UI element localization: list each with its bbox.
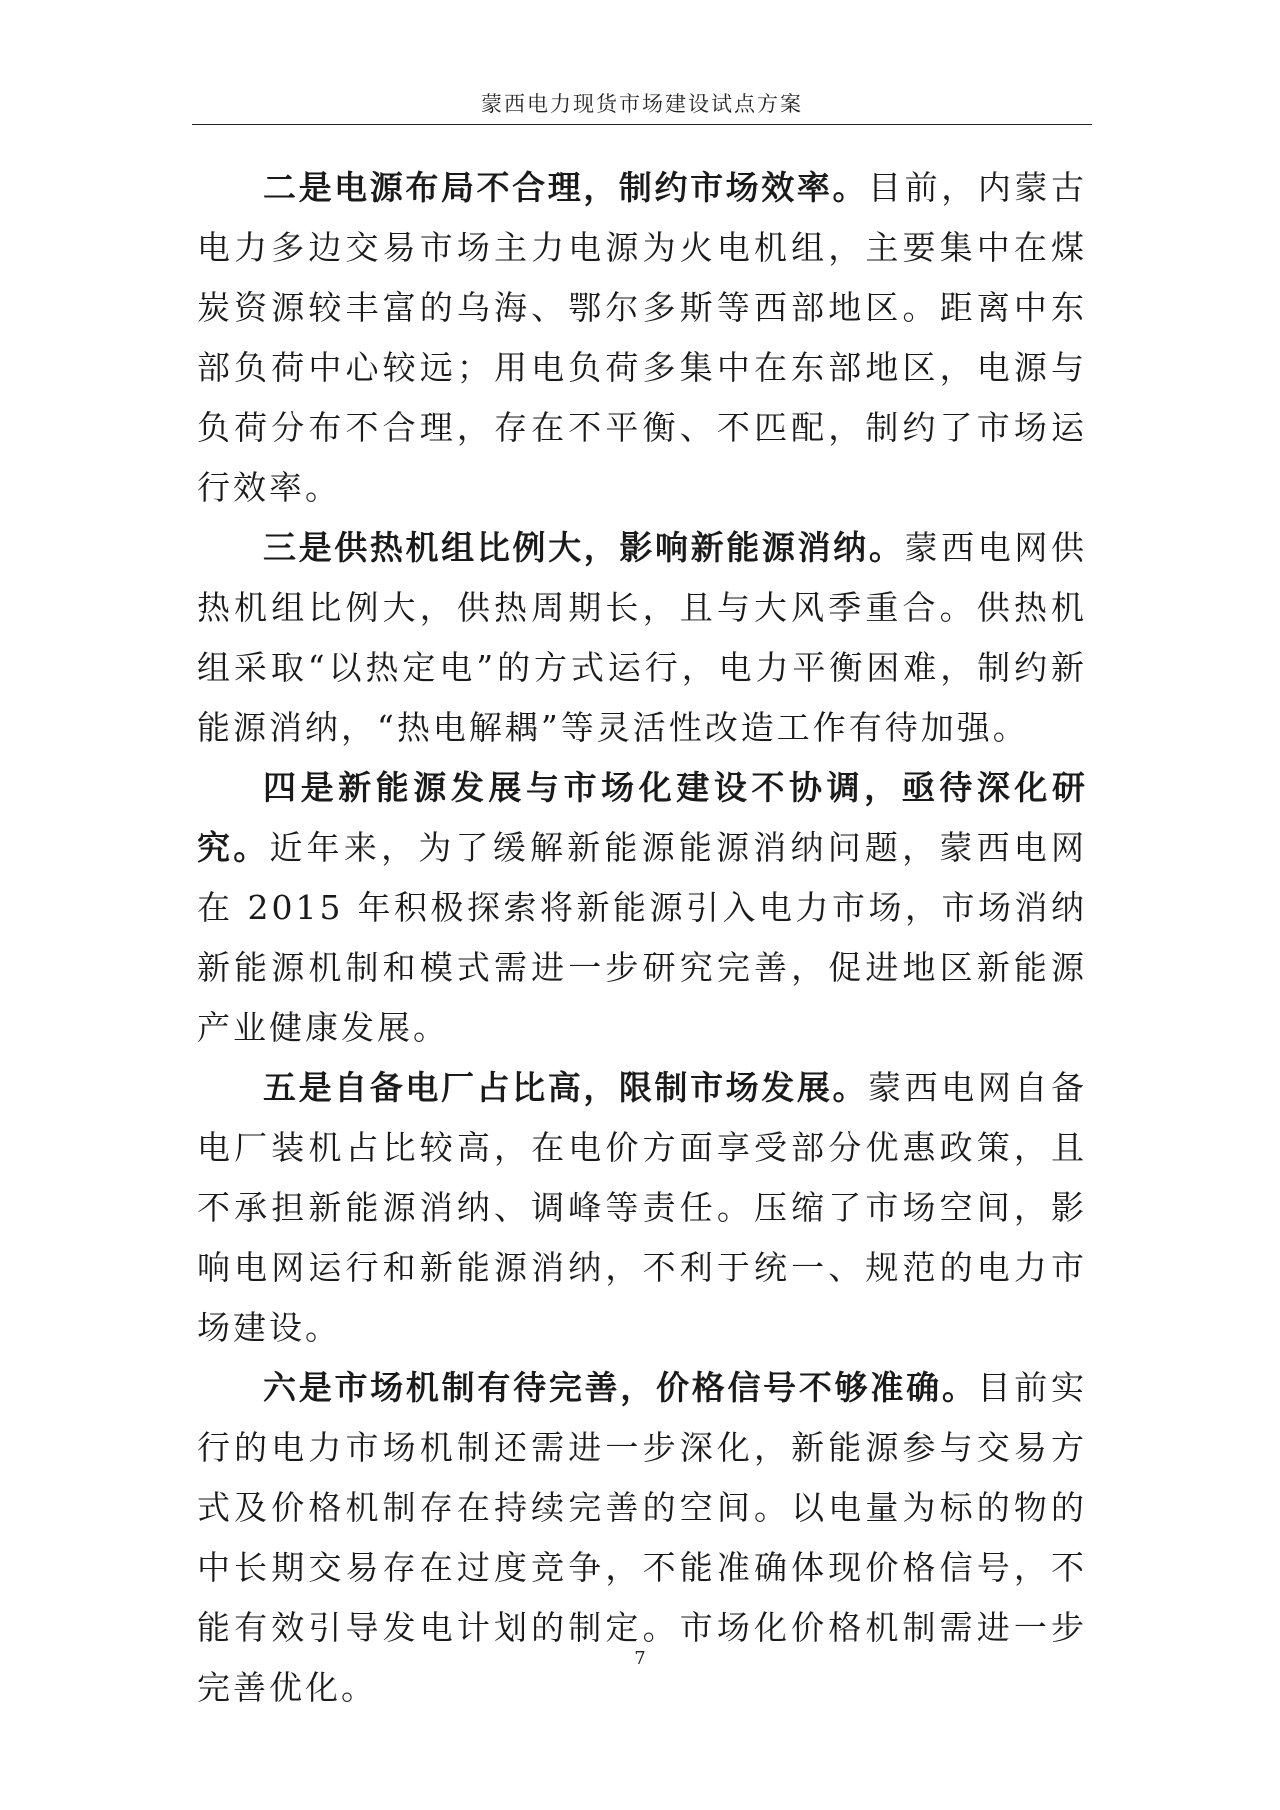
paragraph-lead: 四是新能源发展与市场化建设不协调，亟待深化研究。 — [197, 768, 1087, 867]
paragraph-captive-plants — [197, 1058, 1087, 1358]
paragraph-lead: 六是市场机制有待完善，价格信号不够准确。 — [263, 1368, 978, 1407]
paragraph-lead: 五是自备电厂占比高，限制市场发展。 — [263, 1068, 869, 1107]
paragraph-lead: 三是供热机组比例大，影响新能源消纳。 — [263, 528, 905, 567]
paragraph-text: 目前，内蒙古电力多边交易市场主力电源为火电机组，主要集中在煤炭资源较丰富的乌海、鄂尔多斯等西部地区。距离中东部负荷中心较远；用电负荷多集中在东部地区，电源与负荷分布不合理，存在不平衡、不匹配，制约了市场运行效率。 — [197, 168, 1088, 507]
paragraph-lead: 二是电源布局不合理，制约市场效率。 — [263, 168, 869, 207]
paragraph-heating-units — [197, 518, 1087, 758]
paragraph-text: 蒙西电网供热机组比例大，供热周期长，且与大风季重合。供热机组采取“以热定电”的方式运行，电力平衡困难，制约新能源消纳，“热电解耦”等灵活性改造工作有待加强。 — [197, 528, 1088, 747]
paragraph-new-energy — [197, 758, 1087, 1058]
paragraph-power-layout — [197, 158, 1087, 518]
paragraph-text: 蒙西电网自备电厂装机占比较高，在电价方面享受部分优惠政策，且不承担新能源消纳、调峰等责任。压缩了市场空间，影响电网运行和新能源消纳，不利于统一、规范的电力市场建设。 — [197, 1068, 1088, 1347]
paragraph-text: 近年来，为了缓解新能源能源消纳问题，蒙西电网在 2015 年积极探索将新能源引入电力市场，市场消纳新能源机制和模式需进一步研究完善，促进地区新能源产业健康发展。 — [197, 828, 1088, 1047]
document-body — [197, 158, 1087, 1718]
page-number: 7 — [634, 1648, 646, 1669]
paragraph-text: 目前实行的电力市场机制还需进一步深化，新能源参与交易方式及价格机制存在持续完善的空间。以电量为标的物的中长期交易存在过度竞争，不能准确体现价格信号，不能有效引导发电计划的制定。市场化价格机制需进一步完善优化。 — [197, 1368, 1088, 1707]
running-header: 蒙西电力现货市场建设试点方案 — [481, 92, 803, 116]
header-divider — [192, 124, 1092, 125]
